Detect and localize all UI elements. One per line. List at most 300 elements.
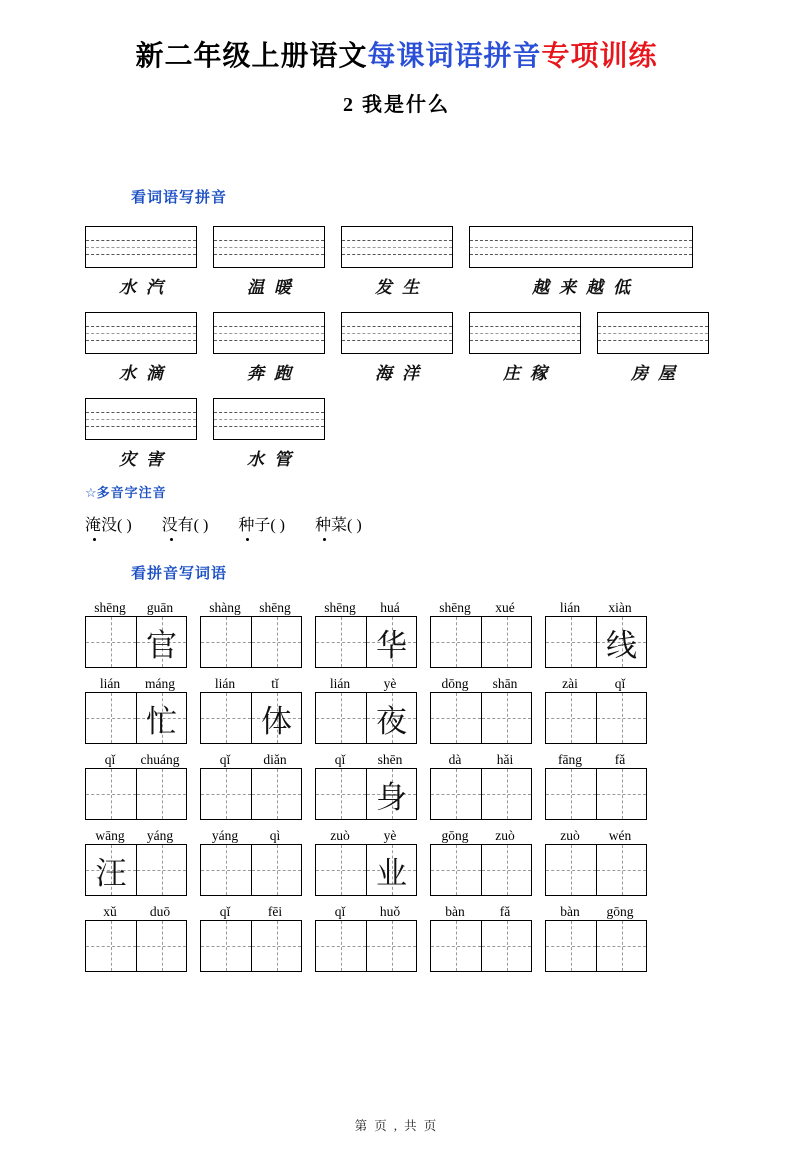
pinyin-guide-line <box>86 247 196 248</box>
pinyin-syllable: zuò <box>560 828 580 843</box>
tianzige-pinyin <box>430 599 532 616</box>
tianzige-word-group <box>85 751 187 820</box>
tianzige-char <box>546 693 596 743</box>
tianzige-cell[interactable] <box>136 617 186 667</box>
tianzige-cell[interactable] <box>596 921 646 971</box>
tianzige-char <box>316 769 366 819</box>
pinyin-syllable: shān <box>492 676 518 691</box>
tianzige-char: 汪 <box>95 855 127 891</box>
pinyin-write-box[interactable] <box>213 312 325 354</box>
pinyin-word-group <box>341 226 453 298</box>
pinyin-word-group <box>85 226 197 298</box>
emphasis-dot-icon <box>170 538 173 541</box>
tianzige-pinyin <box>430 827 532 844</box>
tianzige-cell[interactable] <box>481 769 531 819</box>
pinyin-syllable: wāng <box>95 828 125 843</box>
pinyin-syllable: lián <box>559 600 581 615</box>
tianzige-cell[interactable] <box>596 693 646 743</box>
tianzige-word-group <box>545 599 647 668</box>
tianzige-cell[interactable] <box>316 921 366 971</box>
tianzige-cells <box>200 920 302 972</box>
emphasis-dot-icon <box>93 538 96 541</box>
tianzige-cell[interactable] <box>251 617 301 667</box>
tianzige-cell[interactable] <box>86 693 136 743</box>
tianzige-cells <box>200 616 302 668</box>
pinyin-syllable: qì <box>269 828 281 843</box>
tianzige-cell[interactable] <box>316 845 366 895</box>
tianzige-word-group <box>200 599 302 668</box>
pinyin-word-group <box>213 226 325 298</box>
tianzige-word-group <box>315 599 417 668</box>
tianzige-cells <box>545 692 647 744</box>
tianzige-cell[interactable] <box>201 617 251 667</box>
pinyin-syllable: shēng <box>259 600 291 615</box>
tianzige-char: 体 <box>261 703 292 739</box>
tianzige-char <box>252 845 301 895</box>
pinyin-word-group <box>469 312 581 384</box>
pinyin-write-box[interactable] <box>341 312 453 354</box>
tianzige-word-group <box>430 827 532 896</box>
tianzige-pinyin <box>430 751 532 768</box>
pinyin-syllable: zài <box>562 676 578 691</box>
pinyin-syllable: xiàn <box>608 600 632 615</box>
tianzige-char <box>316 693 366 743</box>
pinyin-write-box[interactable] <box>213 226 325 268</box>
page-footer: 第 页 , 共 页 <box>354 1119 439 1133</box>
pinyin-guide-line <box>598 333 708 334</box>
pinyin-write-box[interactable] <box>597 312 709 354</box>
pinyin-syllable: tǐ <box>271 676 279 691</box>
tianzige-cell[interactable] <box>596 769 646 819</box>
tianzige-cells <box>430 920 532 972</box>
tianzige-cell[interactable] <box>86 617 136 667</box>
tianzige-char <box>546 845 596 895</box>
tianzige-word-group <box>200 751 302 820</box>
tianzige-cell[interactable] <box>251 845 301 895</box>
tianzige-char <box>597 693 646 743</box>
pinyin-syllable: máng <box>145 676 175 691</box>
pinyin-word-label: 庄稼 <box>503 364 557 383</box>
tianzige-cell[interactable] <box>251 769 301 819</box>
tianzige-cells <box>315 920 417 972</box>
tianzige-char <box>201 921 251 971</box>
pinyin-word-label: 水汽 <box>119 278 173 297</box>
tianzige-cell[interactable] <box>431 769 481 819</box>
pinyin-syllable: dà <box>448 752 462 767</box>
pinyin-guide-line <box>214 419 324 420</box>
tianzige-cell[interactable] <box>366 921 416 971</box>
tianzige-pinyin <box>200 599 302 616</box>
tianzige-char <box>482 921 531 971</box>
lesson-title: 2 我是什么 <box>343 94 450 116</box>
pinyin-syllable: qǐ <box>334 752 346 767</box>
tianzige-cell[interactable] <box>136 845 186 895</box>
tianzige-cells <box>85 616 187 668</box>
pinyin-syllable: lián <box>214 676 236 691</box>
tianzige-pinyin <box>315 599 417 616</box>
tianzige-cells <box>85 768 187 820</box>
tianzige-cell[interactable] <box>546 921 596 971</box>
pinyin-word-group <box>469 226 693 298</box>
tianzige-cell[interactable] <box>201 845 251 895</box>
tianzige-word-group <box>545 675 647 744</box>
star-icon: ☆ <box>85 485 97 500</box>
pinyin-word-label: 温暖 <box>247 278 301 297</box>
pinyin-word-label: 奔跑 <box>247 364 301 383</box>
pinyin-word-label: 水管 <box>247 450 301 469</box>
pinyin-syllable: zuò <box>495 828 515 843</box>
pinyin-syllable: shàng <box>209 600 241 615</box>
tianzige-row <box>85 599 660 668</box>
tianzige-cell[interactable] <box>316 769 366 819</box>
tianzige-pinyin <box>200 751 302 768</box>
pinyin-syllable: guān <box>146 600 174 615</box>
tianzige-cell[interactable] <box>316 617 366 667</box>
tianzige-cells <box>545 616 647 668</box>
section-heading-pinyin-writing: 看词语写拼音 <box>131 190 228 206</box>
tianzige-row <box>85 827 660 896</box>
pinyin-syllable: bàn <box>560 904 580 919</box>
tianzige-cells <box>85 692 187 744</box>
pinyin-write-box[interactable] <box>85 312 197 354</box>
tianzige-cell[interactable] <box>481 617 531 667</box>
pinyin-word-group <box>597 312 709 384</box>
tianzige-cell[interactable] <box>366 617 416 667</box>
pinyin-syllable: hǎi <box>496 752 514 767</box>
tianzige-char <box>431 693 481 743</box>
tianzige-word-group <box>85 903 187 972</box>
title-segment-black: 新二年级上册语文 <box>135 41 368 72</box>
tianzige-char <box>252 921 301 971</box>
duoyinzi-text: 淹没( ) <box>85 517 132 534</box>
tianzige-word-group <box>85 675 187 744</box>
pinyin-syllable: gōng <box>441 828 469 843</box>
tianzige-cells <box>430 844 532 896</box>
tianzige-cells <box>545 844 647 896</box>
tianzige-cells <box>315 616 417 668</box>
tianzige-cells <box>315 692 417 744</box>
tianzige-char <box>252 617 301 667</box>
tianzige-word-group <box>315 675 417 744</box>
tianzige-row <box>85 903 660 972</box>
tianzige-char <box>137 921 186 971</box>
tianzige-cell[interactable] <box>431 693 481 743</box>
page-title <box>0 34 793 74</box>
pinyin-syllable: fāng <box>558 752 582 767</box>
tianzige-pinyin <box>315 827 417 844</box>
duoyinzi-row <box>85 512 705 535</box>
tianzige-pinyin <box>85 599 187 616</box>
tianzige-char <box>137 769 186 819</box>
tianzige-char <box>316 617 366 667</box>
pinyin-syllable: shēng <box>439 600 471 615</box>
pinyin-syllable: huá <box>380 600 400 615</box>
pinyin-syllable: yáng <box>146 828 174 843</box>
tianzige-pinyin <box>85 751 187 768</box>
pinyin-syllable: zuò <box>330 828 350 843</box>
worksheet-page <box>0 34 793 1156</box>
tianzige-char <box>431 921 481 971</box>
tianzige-cell[interactable] <box>546 845 596 895</box>
tianzige-char <box>482 617 531 667</box>
pinyin-guide-line <box>86 419 196 420</box>
tianzige-char <box>597 769 646 819</box>
tianzige-char: 忙 <box>146 703 177 739</box>
tianzige-pinyin <box>315 675 417 692</box>
pinyin-guide-line <box>86 333 196 334</box>
tianzige-word-group <box>430 903 532 972</box>
tianzige-char <box>597 921 646 971</box>
tianzige-word-group <box>430 751 532 820</box>
tianzige-cell[interactable] <box>86 921 136 971</box>
pinyin-syllable: gōng <box>606 904 634 919</box>
tianzige-char <box>546 769 596 819</box>
tianzige-word-group <box>430 599 532 668</box>
tianzige-cell[interactable] <box>366 769 416 819</box>
pinyin-word-label: 房屋 <box>631 364 685 383</box>
tianzige-word-group <box>545 751 647 820</box>
tianzige-char <box>546 921 596 971</box>
tianzige-pinyin <box>315 751 417 768</box>
pinyin-write-box[interactable] <box>469 312 581 354</box>
pinyin-word-group <box>213 398 325 470</box>
pinyin-guide-line <box>470 247 692 248</box>
pinyin-syllable: bàn <box>445 904 465 919</box>
tianzige-cell[interactable] <box>596 617 646 667</box>
duoyinzi-item[interactable] <box>238 512 285 535</box>
pinyin-syllable: qǐ <box>219 904 231 919</box>
section-heading-duoyinzi: 多音字注音 <box>96 485 167 500</box>
tianzige-cell[interactable] <box>136 769 186 819</box>
tianzige-pinyin <box>545 903 647 920</box>
tianzige-char <box>201 845 251 895</box>
title-segment-blue: 每课词语拼音 <box>367 41 542 72</box>
tianzige-cell[interactable] <box>251 921 301 971</box>
duoyinzi-item[interactable] <box>315 512 362 535</box>
pinyin-syllable: shēng <box>94 600 126 615</box>
pinyin-guide-line <box>214 333 324 334</box>
tianzige-char <box>431 617 481 667</box>
tianzige-char <box>137 845 186 895</box>
tianzige-cells <box>545 920 647 972</box>
pinyin-row <box>85 226 725 298</box>
pinyin-syllable: qǐ <box>334 904 346 919</box>
pinyin-syllable: huǒ <box>379 904 401 919</box>
tianzige-cell[interactable] <box>201 769 251 819</box>
tianzige-word-group <box>315 827 417 896</box>
duoyinzi-item[interactable] <box>162 512 209 535</box>
tianzige-cell[interactable] <box>201 921 251 971</box>
tianzige-cell[interactable] <box>86 769 136 819</box>
pinyin-word-group <box>341 312 453 384</box>
tianzige-char <box>86 693 136 743</box>
tianzige-cells <box>85 844 187 896</box>
tianzige-cell[interactable] <box>546 769 596 819</box>
tianzige-char <box>86 769 136 819</box>
tianzige-cell[interactable] <box>251 693 301 743</box>
duoyinzi-text: 没有( ) <box>161 517 209 534</box>
tianzige-cells <box>200 844 302 896</box>
tianzige-char: 业 <box>376 855 407 891</box>
tianzige-cells <box>430 616 532 668</box>
pinyin-syllable: qǐ <box>104 752 116 767</box>
pinyin-guide-line <box>342 333 452 334</box>
tianzige-cell[interactable] <box>136 921 186 971</box>
tianzige-cell[interactable] <box>481 845 531 895</box>
pinyin-writing-area <box>85 226 725 484</box>
pinyin-syllable: fǎ <box>499 904 511 919</box>
duoyinzi-item[interactable] <box>85 512 132 535</box>
tianzige-cells <box>85 920 187 972</box>
tianzige-cells <box>430 768 532 820</box>
pinyin-syllable: diǎn <box>263 752 287 767</box>
tianzige-word-group <box>200 903 302 972</box>
pinyin-write-box[interactable] <box>85 398 197 440</box>
tianzige-word-group <box>315 903 417 972</box>
tianzige-cells <box>200 692 302 744</box>
pinyin-word-label: 灾害 <box>119 450 173 469</box>
pinyin-syllable: shēn <box>377 752 403 767</box>
tianzige-char <box>316 921 366 971</box>
tianzige-cell[interactable] <box>316 693 366 743</box>
pinyin-write-box[interactable] <box>341 226 453 268</box>
tianzige-cell[interactable] <box>431 617 481 667</box>
tianzige-pinyin <box>200 827 302 844</box>
tianzige-pinyin <box>200 903 302 920</box>
tianzige-word-group <box>85 599 187 668</box>
tianzige-char: 线 <box>606 627 637 663</box>
pinyin-guide-line <box>470 333 580 334</box>
tianzige-char <box>316 845 366 895</box>
pinyin-word-group <box>85 398 197 470</box>
pinyin-syllable: qǐ <box>219 752 231 767</box>
tianzige-word-group <box>430 675 532 744</box>
tianzige-cell[interactable] <box>481 693 531 743</box>
pinyin-syllable: lián <box>99 676 121 691</box>
pinyin-guide-line <box>214 247 324 248</box>
pinyin-syllable: xué <box>495 600 515 615</box>
tianzige-char <box>201 693 251 743</box>
tianzige-row <box>85 751 660 820</box>
tianzige-char <box>482 845 531 895</box>
emphasis-dot-icon <box>246 538 249 541</box>
pinyin-word-label: 发生 <box>375 278 429 297</box>
section-heading-word-writing: 看拼音写词语 <box>131 566 228 582</box>
tianzige-char <box>201 617 251 667</box>
pinyin-syllable: fēi <box>267 904 283 919</box>
pinyin-syllable: chuáng <box>140 752 180 767</box>
tianzige-cells <box>200 768 302 820</box>
tianzige-cell[interactable] <box>366 693 416 743</box>
tianzige-word-group <box>545 827 647 896</box>
tianzige-char <box>482 693 531 743</box>
tianzige-word-group <box>200 827 302 896</box>
pinyin-word-label: 海洋 <box>375 364 429 383</box>
pinyin-syllable: dōng <box>441 676 469 691</box>
tianzige-pinyin <box>545 751 647 768</box>
tianzige-pinyin <box>545 675 647 692</box>
tianzige-char: 夜 <box>376 703 407 739</box>
pinyin-word-group <box>213 312 325 384</box>
tianzige-pinyin <box>315 903 417 920</box>
pinyin-row <box>85 398 725 470</box>
tianzige-char <box>252 769 301 819</box>
emphasis-dot-icon <box>323 538 326 541</box>
pinyin-syllable: xǔ <box>103 904 117 919</box>
tianzige-char: 华 <box>376 627 407 663</box>
tianzige-cell[interactable] <box>546 693 596 743</box>
tianzige-cell[interactable] <box>201 693 251 743</box>
tianzige-cell[interactable] <box>366 845 416 895</box>
tianzige-pinyin <box>85 903 187 920</box>
tianzige-pinyin <box>545 827 647 844</box>
tianzige-cell[interactable] <box>481 921 531 971</box>
pinyin-syllable: wén <box>608 828 632 843</box>
pinyin-row <box>85 312 725 384</box>
tianzige-cell[interactable] <box>431 921 481 971</box>
title-segment-red: 专项训练 <box>541 41 658 72</box>
tianzige-row <box>85 675 660 744</box>
pinyin-syllable: yè <box>383 828 397 843</box>
tianzige-cells <box>430 692 532 744</box>
tianzige-char <box>201 769 251 819</box>
tianzige-pinyin <box>545 599 647 616</box>
pinyin-guide-line <box>342 247 452 248</box>
tianzige-cell[interactable] <box>431 845 481 895</box>
tianzige-cells <box>545 768 647 820</box>
pinyin-syllable: yáng <box>211 828 239 843</box>
tianzige-char: 官 <box>146 627 177 663</box>
tianzige-cells <box>315 844 417 896</box>
pinyin-syllable: fǎ <box>614 752 626 767</box>
pinyin-word-label: 水滴 <box>119 364 173 383</box>
tianzige-pinyin <box>85 827 187 844</box>
tianzige-char <box>546 617 596 667</box>
tianzige-area <box>85 599 660 979</box>
tianzige-char <box>367 921 416 971</box>
tianzige-pinyin <box>85 675 187 692</box>
tianzige-cell[interactable] <box>546 617 596 667</box>
tianzige-char <box>482 769 531 819</box>
tianzige-char <box>431 845 481 895</box>
tianzige-word-group <box>545 903 647 972</box>
tianzige-cell[interactable] <box>596 845 646 895</box>
duoyinzi-text: 种菜( ) <box>315 517 362 534</box>
tianzige-pinyin <box>430 675 532 692</box>
tianzige-word-group <box>85 827 187 896</box>
pinyin-write-box[interactable] <box>469 226 693 268</box>
pinyin-syllable: lián <box>329 676 351 691</box>
pinyin-word-label: 越来越低 <box>532 278 640 297</box>
pinyin-syllable: yè <box>383 676 397 691</box>
tianzige-cell[interactable] <box>86 845 136 895</box>
tianzige-word-group <box>315 751 417 820</box>
pinyin-word-group <box>85 312 197 384</box>
tianzige-pinyin <box>430 903 532 920</box>
tianzige-char <box>597 845 646 895</box>
tianzige-cells <box>315 768 417 820</box>
tianzige-pinyin <box>200 675 302 692</box>
tianzige-char <box>431 769 481 819</box>
duoyinzi-text: 种子( ) <box>238 517 286 534</box>
tianzige-cell[interactable] <box>136 693 186 743</box>
pinyin-syllable: qǐ <box>614 676 626 691</box>
tianzige-char <box>86 921 136 971</box>
pinyin-write-box[interactable] <box>85 226 197 268</box>
pinyin-write-box[interactable] <box>213 398 325 440</box>
tianzige-char: 身 <box>376 779 407 815</box>
pinyin-syllable: shēng <box>324 600 356 615</box>
